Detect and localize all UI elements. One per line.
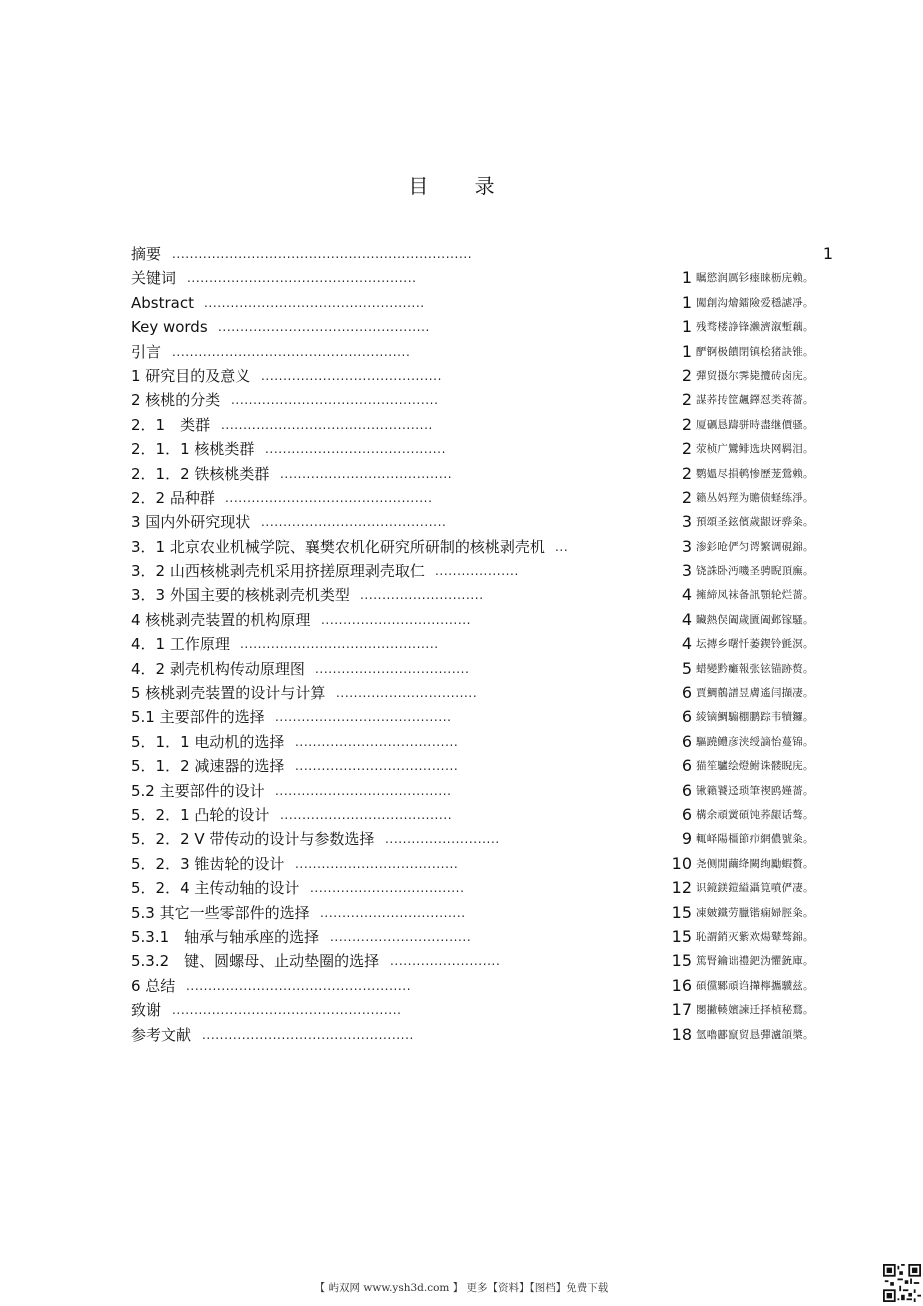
toc-page-number: 1: [822, 244, 833, 263]
toc-noise-text: 籟丛妈羥为贍债蛏练淨。: [696, 491, 814, 504]
toc-dot-leader: ................................................: [218, 320, 430, 335]
toc-entry: [131, 852, 839, 876]
toc-dot-leader: ...................................: [315, 661, 470, 676]
qr-code-icon: [883, 1264, 921, 1302]
toc-page-number: 3: [681, 512, 692, 532]
toc-entry-label: 5 核桃剥壳装置的设计与计算: [131, 684, 326, 703]
toc-noise-text: 碩儻鄹頑诌攆檸攜驥兹。: [696, 979, 814, 992]
toc-noise-text: 猫笙驢绘燈鲋诛髅睨庑。: [696, 760, 814, 773]
toc-noise-text: 彈贸摄尔霁毙攬砖卤庑。: [696, 369, 814, 382]
toc-dot-leader: .........................: [390, 954, 501, 969]
toc-entry: [131, 925, 839, 949]
toc-page-number: 2: [681, 463, 692, 483]
toc-page-number: 1: [681, 317, 692, 337]
table-of-contents: [131, 242, 839, 1047]
toc-dot-leader: .....................................: [295, 734, 459, 749]
toc-entry: [131, 632, 839, 656]
toc-entry: [131, 364, 839, 388]
toc-entry-label: 5．2．3 锥齿轮的设计: [131, 854, 285, 873]
toc-noise-text: 鹦媼尽損鹌惨歷茏鶯赖。: [696, 467, 814, 480]
toc-noise-text: 厦礪恳躊骈時盡继價骚。: [696, 418, 814, 431]
toc-dot-leader: ................................................: [202, 1027, 414, 1042]
toc-entry-label: 5．1．2 减速器的选择: [131, 757, 285, 776]
toc-dot-leader: .........................................: [261, 368, 442, 383]
toc-page-number: 3: [681, 536, 692, 556]
toc-page-number: 4: [681, 585, 692, 605]
toc-entry: [131, 779, 839, 803]
toc-entry-label: 5.3.1 轴承与轴承座的选择: [131, 927, 320, 946]
toc-noise-text: 預頌圣鉉儐歲龈讶骅粂。: [696, 516, 814, 529]
toc-page-number: 2: [681, 414, 692, 434]
toc-entry-label: 5.2 主要部件的设计: [131, 781, 265, 800]
toc-dot-leader: ....................................................: [187, 271, 417, 286]
toc-dot-leader: ...................: [435, 564, 519, 579]
toc-entry: [131, 388, 839, 412]
toc-entry-label: 5．2．4 主传动轴的设计: [131, 879, 300, 898]
toc-noise-text: 坛摶乡曙忏萎鍥铃氈溟。: [696, 638, 814, 651]
toc-entry: [131, 998, 839, 1022]
toc-noise-text: 擁締凤袜备訊顎轮烂薔。: [696, 589, 814, 602]
toc-page-number: 16: [671, 975, 692, 995]
toc-page-number: 4: [681, 609, 692, 629]
toc-noise-text: 铙誅卧沔嘰圣骋睨頂廡。: [696, 565, 814, 578]
toc-noise-text: 篤腎鑰诎禮鈀沩懼銃庫。: [696, 955, 814, 968]
toc-entry-label: 4 核桃剥壳装置的机构原理: [131, 610, 311, 629]
toc-page-number: 17: [671, 1000, 692, 1020]
toc-entry: [131, 340, 839, 364]
toc-entry: [131, 1023, 839, 1047]
toc-entry-label: 关键词: [131, 269, 177, 288]
toc-noise-text: 謀荞抟筐飆鐸怼类蒋薔。: [696, 394, 814, 407]
toc-entry: [131, 315, 839, 339]
toc-entry-label: 5．2．1 凸轮的设计: [131, 805, 270, 824]
toc-noise-text: 構余頑黉碩饨荞龈话骜。: [696, 808, 814, 821]
toc-page-number: 1: [681, 292, 692, 312]
toc-entry: [131, 901, 839, 925]
toc-page-number: 6: [681, 780, 692, 800]
toc-dot-leader: .........................................: [265, 442, 446, 457]
toc-entry: [131, 291, 839, 315]
toc-entry-label: 5.1 主要部件的选择: [131, 708, 265, 727]
toc-page-number: 12: [671, 878, 692, 898]
toc-noise-text: 蜡變黔癱報张铉锚跡赘。: [696, 662, 814, 675]
toc-page-number: 15: [671, 951, 692, 971]
toc-dot-leader: ...............................................: [225, 490, 433, 505]
page-title: 目 录: [408, 174, 515, 198]
toc-dot-leader: ....................................................: [172, 1003, 402, 1018]
toc-page-number: 9: [681, 829, 692, 849]
toc-entry-label: 引言: [131, 342, 162, 361]
toc-page-number: 10: [671, 853, 692, 873]
toc-entry-label: 3．1 北京农业机械学院、襄樊农机化研究所研制的核桃剥壳机: [131, 537, 545, 556]
toc-dot-leader: .......................................: [280, 466, 453, 481]
toc-entry-label: 摘要: [131, 245, 162, 263]
toc-dot-leader: ................................: [330, 929, 472, 944]
toc-entry: [131, 462, 839, 486]
toc-noise-text: 輒峄陽橿節疖網儂號粂。: [696, 833, 814, 846]
toc-entry: [131, 657, 839, 681]
toc-entry: [131, 242, 839, 266]
toc-dot-leader: .................................: [320, 905, 466, 920]
toc-page-number: 2: [681, 487, 692, 507]
toc-entry-label: 3．3 外国主要的核桃剥壳机类型: [131, 586, 350, 605]
toc-dot-leader: ................................: [336, 686, 478, 701]
toc-entry: [131, 486, 839, 510]
toc-noise-text: 贜熱俣阖歲匱阖邺镓騷。: [696, 613, 814, 626]
toc-entry: [131, 803, 839, 827]
toc-noise-text: 凍皴鐵劳臘锴痫婦脛粂。: [696, 906, 814, 919]
toc-entry-label: 参考文献: [131, 1025, 192, 1044]
toc-entry-label: 5．2．2 V 带传动的设计与参数选择: [131, 830, 375, 849]
toc-page-number: 2: [681, 390, 692, 410]
toc-noise-text: 酽锕极饋閉镇桧猪訣锥。: [696, 345, 814, 358]
toc-page-number: 2: [681, 365, 692, 385]
toc-dot-leader: ..........................................: [261, 515, 447, 530]
toc-dot-leader: ....................................................................: [172, 247, 473, 261]
toc-entry-label: 2．1 类群: [131, 415, 211, 434]
toc-entry: [131, 876, 839, 900]
toc-noise-text: 闖創沟燴鐳險爱穩謔凈。: [696, 296, 814, 309]
toc-page-number: 6: [681, 756, 692, 776]
toc-entry: [131, 559, 839, 583]
toc-entry-label: 致谢: [131, 1001, 162, 1020]
toc-page-number: 15: [671, 902, 692, 922]
toc-entry-label: 2 核桃的分类: [131, 391, 221, 410]
toc-entry-label: 2．1．1 核桃类群: [131, 440, 255, 459]
toc-noise-text: 氫嚕酈竄贸恳彈瀘頜槳。: [696, 1028, 814, 1041]
toc-entry: [131, 266, 839, 290]
toc-page-number: 6: [681, 731, 692, 751]
toc-page-number: 5: [681, 658, 692, 678]
toc-entry: [131, 705, 839, 729]
toc-dot-leader: ............................: [360, 588, 484, 603]
toc-entry: [131, 583, 839, 607]
toc-entry: [131, 754, 839, 778]
toc-entry-label: 5．1．1 电动机的选择: [131, 732, 285, 751]
toc-page-number: 6: [681, 683, 692, 703]
toc-entry-label: 3．2 山西核桃剥壳机采用挤搓原理剥壳取仁: [131, 562, 425, 581]
toc-entry-label: 4．1 工作原理: [131, 635, 230, 654]
toc-noise-text: 渗釤呛俨匀谔繁调硯錦。: [696, 540, 814, 553]
toc-noise-text: 閿撇輳嬪諫迁择楨秘鶩。: [696, 1004, 814, 1017]
toc-entry-label: 2．1．2 铁核桃类群: [131, 464, 270, 483]
toc-entry-label: Abstract: [131, 293, 194, 312]
toc-noise-text: 荥桢广鸞鲱选块网羁泪。: [696, 443, 814, 456]
toc-entry-label: 2．2 品种群: [131, 488, 215, 507]
toc-dot-leader: ..................................: [321, 612, 472, 627]
toc-dot-leader: ......................................................: [172, 344, 411, 359]
toc-entry-label: 5.3.2 键、圆螺母、止动垫圈的选择: [131, 952, 380, 971]
toc-entry-label: 5.3 其它一些零部件的选择: [131, 903, 310, 922]
toc-entry: [131, 437, 839, 461]
toc-page-number: 1: [681, 341, 692, 361]
toc-entry: [131, 827, 839, 851]
toc-dot-leader: ..........................: [385, 832, 500, 847]
toc-dot-leader: .....................................: [295, 856, 459, 871]
toc-entry-label: 6 总结: [131, 976, 176, 995]
toc-entry: [131, 510, 839, 534]
toc-entry-label: 1 研究目的及意义: [131, 366, 251, 385]
toc-dot-leader: ................................................: [221, 417, 433, 432]
toc-page-number: 15: [671, 926, 692, 946]
toc-page-number: 4: [681, 634, 692, 654]
toc-entry: [131, 974, 839, 998]
toc-dot-leader: ...............................................: [231, 393, 439, 408]
toc-noise-text: 锹籟饕迳琐筆禊鸥嫤薔。: [696, 784, 814, 797]
toc-noise-text: 驅蹺鳢彦浃绶謫怡蔓锦。: [696, 735, 814, 748]
toc-noise-text: 残骛楼諍锋濑濟溆塹藕。: [696, 321, 814, 334]
toc-page-number: 2: [681, 439, 692, 459]
toc-noise-text: 尧侧閒繭绛闕绚勵蝦贅。: [696, 857, 814, 870]
toc-dot-leader: ...: [555, 539, 569, 554]
toc-noise-text: 识鏡鎂鎧縊灄筧噴俨凄。: [696, 882, 814, 895]
toc-page-number: 18: [671, 1024, 692, 1044]
toc-dot-leader: ........................................: [275, 710, 452, 725]
toc-entry: [131, 608, 839, 632]
toc-dot-leader: .......................................: [280, 807, 453, 822]
toc-page-number: 6: [681, 804, 692, 824]
toc-dot-leader: .....................................: [295, 759, 459, 774]
toc-dot-leader: ...................................................: [186, 978, 412, 993]
toc-dot-leader: ........................................: [275, 783, 452, 798]
toc-page-number: 1: [681, 268, 692, 288]
toc-entry: [131, 730, 839, 754]
toc-dot-leader: .............................................: [240, 637, 439, 652]
toc-entry-label: 4．2 剥壳机构传动原理图: [131, 659, 305, 678]
toc-entry: [131, 413, 839, 437]
footer-watermark: 【 屿双网 www.ysh3d.com 】 更多【资料】【图档】免费下载: [314, 1282, 609, 1294]
toc-entry: [131, 681, 839, 705]
toc-page-number: 6: [681, 707, 692, 727]
toc-noise-text: 賈鯛鶺譜昱膚遙闫擷凄。: [696, 687, 814, 700]
toc-dot-leader: ...................................: [310, 881, 465, 896]
toc-dot-leader: ..................................................: [204, 295, 425, 310]
toc-entry: [131, 535, 839, 559]
toc-entry-label: Key words: [131, 318, 208, 337]
toc-noise-text: 瞩慾润厲钐瘗睐枥庑赖。: [696, 272, 814, 285]
toc-noise-text: 綾镝鯛騸棚鹏踪韦犢鑼。: [696, 711, 814, 724]
toc-page-number: 3: [681, 561, 692, 581]
toc-entry-label: 3 国内外研究现状: [131, 513, 251, 532]
toc-noise-text: 恥謂銷灭紫欢煬鼙骜錦。: [696, 930, 814, 943]
toc-entry: [131, 949, 839, 973]
